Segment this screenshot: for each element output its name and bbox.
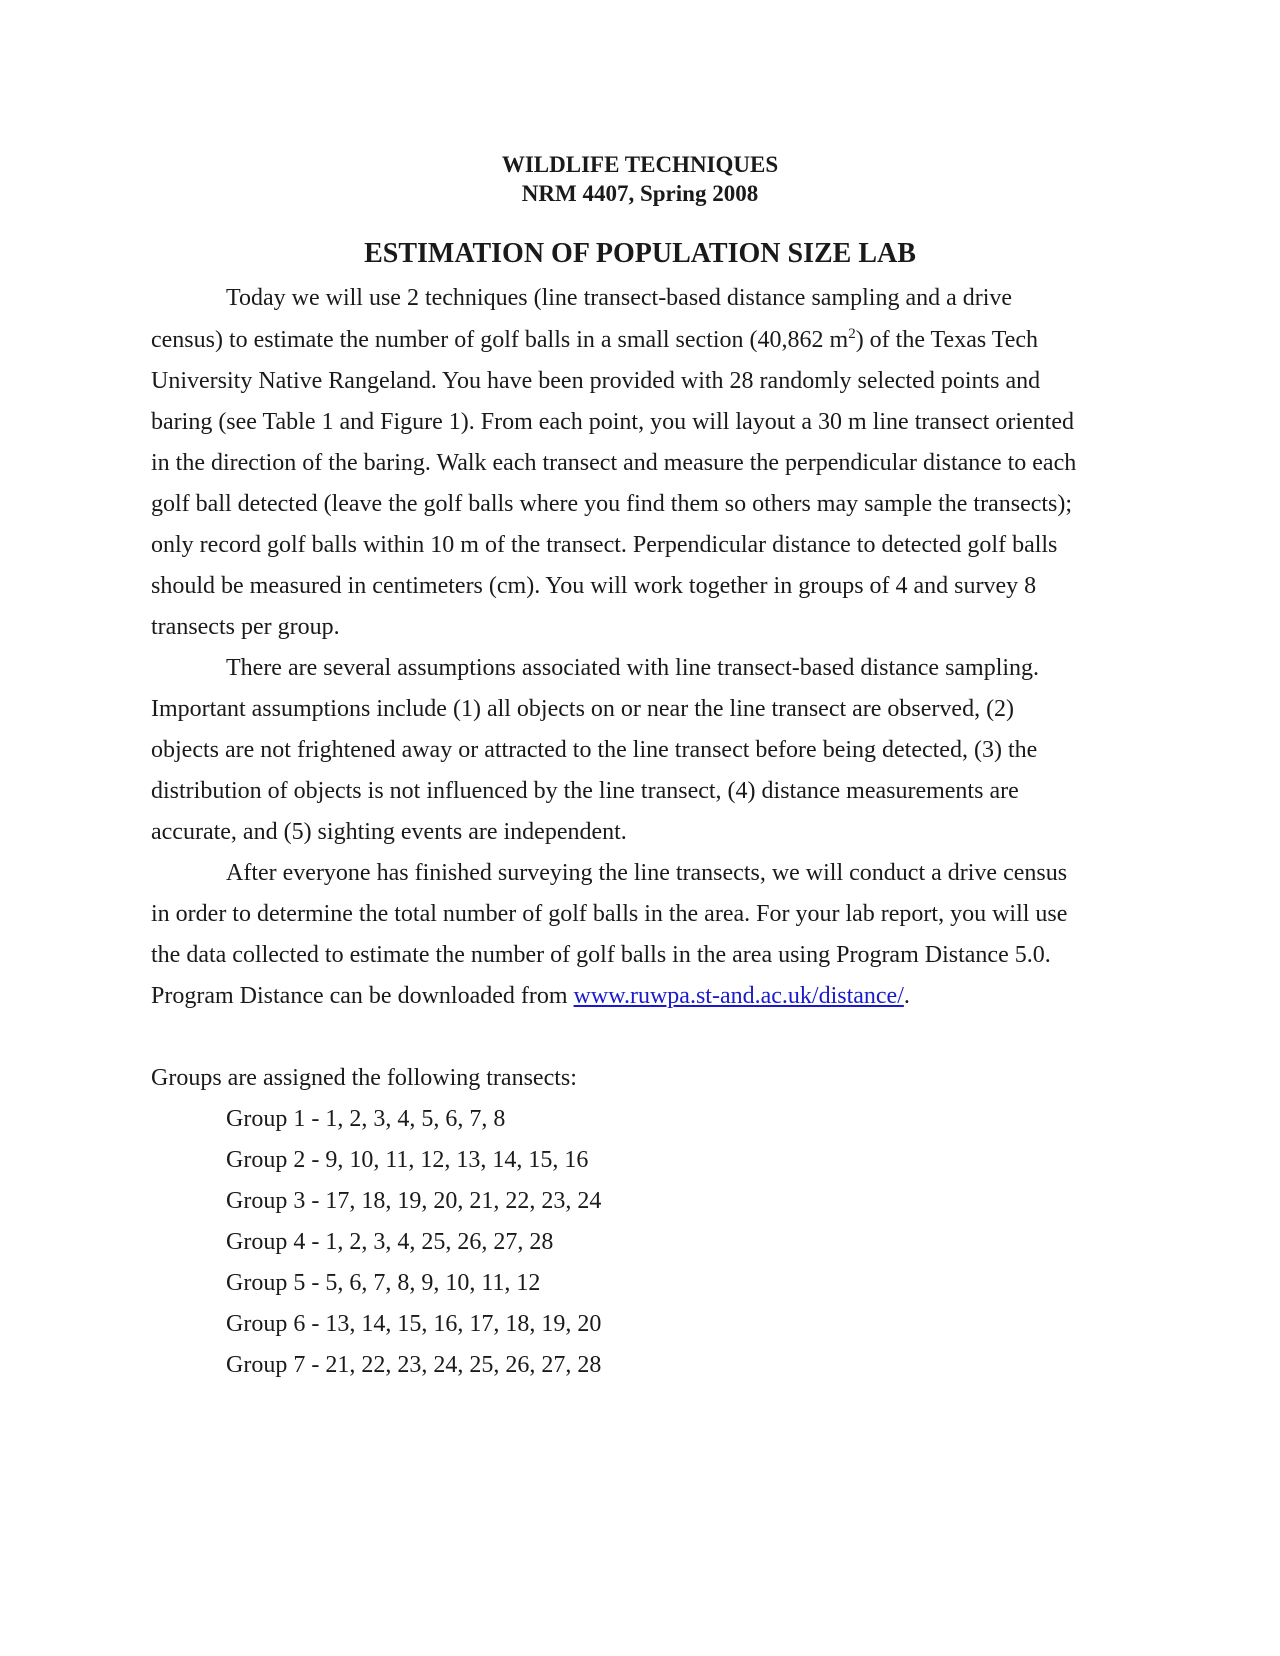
paragraph-line: golf ball detected (leave the golf balls where you find them so others may sample the transects); [151,491,1073,517]
course-code: NRM 4407, Spring 2008 [521,181,759,206]
paragraph-line: distribution of objects is not influenced by the line transect, (4) distance measurements are [151,778,1019,804]
paragraph-line: objects are not frightened away or attracted to the line transect before being detected, (3) the [151,737,1038,763]
paragraph-line: transects per group. [151,614,340,640]
group-item: Group 2 - 9, 10, 11, 12, 13, 14, 15, 16 [226,1147,589,1173]
paragraph-line: Program Distance can be downloaded from www.ruwpa.st-and.ac.uk/distance/. [151,983,910,1009]
paragraph-line: Important assumptions include (1) all objects on or near the line transect are observed, (2) [151,696,1015,722]
groups-intro: Groups are assigned the following transects: [151,1065,577,1091]
paragraph-line: After everyone has finished surveying the line transects, we will conduct a drive census [226,860,1068,886]
group-item: Group 1 - 1, 2, 3, 4, 5, 6, 7, 8 [226,1106,506,1132]
paragraph-line: in order to determine the total number of golf balls in the area. For your lab report, you will use [151,901,1068,927]
group-item: Group 7 - 21, 22, 23, 24, 25, 26, 27, 28 [226,1352,602,1378]
paragraph-line: only record golf balls within 10 m of the transect. Perpendicular distance to detected golf balls [151,532,1058,558]
group-item: Group 5 - 5, 6, 7, 8, 9, 10, 11, 12 [226,1270,541,1296]
superscript: 2 [848,326,856,342]
paragraph-line: should be measured in centimeters (cm). You will work together in groups of 4 and survey 8 [151,573,1037,599]
paragraph-line: University Native Rangeland. You have been provided with 28 randomly selected points and [151,368,1041,394]
lab-title: ESTIMATION OF POPULATION SIZE LAB [364,238,916,269]
paragraph-line: census) to estimate the number of golf balls in a small section (40,862 $m^2$) of the Texas Tech [151,326,1039,353]
paragraph-line: in the direction of the baring. Walk each transect and measure the perpendicular distance to each [151,450,1077,476]
paragraph-line: the data collected to estimate the number of golf balls in the area using Program Distance 5.0. [151,942,1051,968]
paragraph-line: baring (see Table 1 and Figure 1). From each point, you will layout a 30 m line transect oriented [151,409,1074,435]
course-title: WILDLIFE TECHNIQUES [501,152,779,177]
group-item: Group 3 - 17, 18, 19, 20, 21, 22, 23, 24 [226,1188,602,1214]
group-item: Group 4 - 1, 2, 3, 4, 25, 26, 27, 28 [226,1229,554,1255]
paragraph-line: Today we will use 2 techniques (line transect-based distance sampling and a drive [226,285,1013,311]
group-item: Group 6 - 13, 14, 15, 16, 17, 18, 19, 20 [226,1311,602,1337]
paragraph-line: accurate, and (5) sighting events are independent. [151,819,627,845]
distance-download-link[interactable]: www.ruwpa.st-and.ac.uk/distance/ [573,983,904,1009]
paragraph-line: There are several assumptions associated with line transect-based distance sampling. [226,655,1040,681]
